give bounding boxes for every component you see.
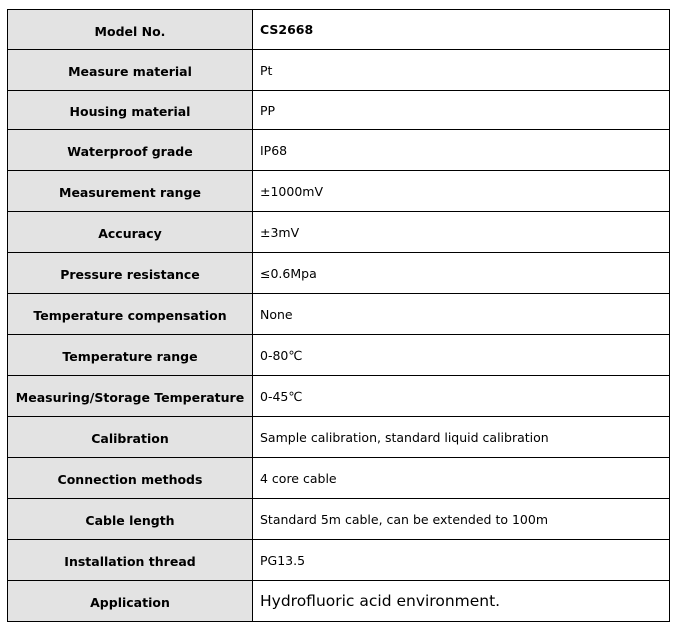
row-value: PG13.5: [253, 540, 670, 581]
table-row: [8, 335, 670, 376]
row-label: Waterproof grade: [8, 130, 253, 171]
row-value: IP68: [253, 130, 670, 171]
row-value: ±3mV: [253, 212, 670, 253]
row-label: Temperature range: [8, 335, 253, 376]
table-row: [8, 499, 670, 540]
table-row: [8, 91, 670, 130]
table-row: [8, 130, 670, 171]
row-value: None: [253, 294, 670, 335]
table-row: [8, 50, 670, 91]
table-row: [8, 171, 670, 212]
table-row: [8, 458, 670, 499]
row-value: Pt: [253, 50, 670, 91]
row-value: 0-45℃: [253, 376, 670, 417]
row-label: Temperature compensation: [8, 294, 253, 335]
row-value: PP: [253, 91, 670, 130]
table-row: [8, 10, 670, 50]
row-label: Measurement range: [8, 171, 253, 212]
row-value: Standard 5m cable, can be extended to 100m: [253, 499, 670, 540]
table-row: [8, 294, 670, 335]
row-label: Pressure resistance: [8, 253, 253, 294]
row-value: CS2668: [253, 10, 670, 50]
row-value: ≤0.6Mpa: [253, 253, 670, 294]
table-row: [8, 253, 670, 294]
table-row: [8, 581, 670, 622]
row-value: ±1000mV: [253, 171, 670, 212]
table-row: [8, 540, 670, 581]
table-row: [8, 376, 670, 417]
table-row: [8, 417, 670, 458]
row-label: Accuracy: [8, 212, 253, 253]
row-value: Hydrofluoric acid environment.: [253, 581, 670, 622]
spec-table: [7, 9, 670, 622]
row-label: Application: [8, 581, 253, 622]
row-value: 4 core cable: [253, 458, 670, 499]
row-label: Cable length: [8, 499, 253, 540]
row-label: Connection methods: [8, 458, 253, 499]
row-label: Installation thread: [8, 540, 253, 581]
row-label: Housing material: [8, 91, 253, 130]
row-label: Measure material: [8, 50, 253, 91]
row-label: Model No.: [8, 10, 253, 50]
table-row: [8, 212, 670, 253]
row-value: 0-80℃: [253, 335, 670, 376]
row-label: Measuring/Storage Temperature: [8, 376, 253, 417]
row-value: Sample calibration, standard liquid calibration: [253, 417, 670, 458]
row-label: Calibration: [8, 417, 253, 458]
